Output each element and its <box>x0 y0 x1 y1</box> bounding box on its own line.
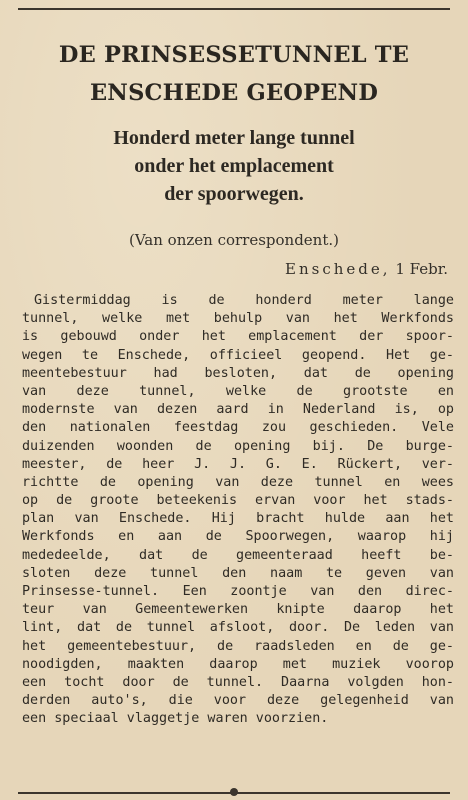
body-line: meester, de heer J. J. G. E. Rückert, ver- <box>22 456 454 472</box>
dateline-place: Enschede, <box>285 260 391 278</box>
end-ornament <box>201 786 267 798</box>
body-line: meentebestuur had besloten, dat de opening <box>22 365 454 381</box>
body-line: wegen te Enschede, officieel geopend. Het ge- <box>22 347 454 363</box>
ornament-dot <box>230 788 238 796</box>
body-line: richtte de opening van deze tunnel en wees <box>22 474 454 490</box>
body-line: plan van Enschede. Hij bracht hulde aan het <box>22 511 454 527</box>
body-line: is gebouwd onder het emplacement der spoor- <box>22 329 454 345</box>
body-line: tunnel, welke met behulp van het Werkfonds <box>22 311 454 327</box>
body-line: een speciaal vlaggetje waren voorzien. <box>22 711 329 727</box>
top-rule <box>18 8 450 10</box>
body-line: den nationalen feestdag zou geschieden. Vele <box>22 420 454 436</box>
subheadline <box>20 124 448 208</box>
dateline <box>285 259 448 279</box>
body-line: mededeelde, dat de gemeenteraad heeft be- <box>22 547 454 563</box>
body-line: een tocht door de tunnel. Daarna volgden hon- <box>22 674 454 690</box>
correspondent-credit: (Van onzen correspondent.) <box>128 231 339 249</box>
subhead-line-3: der spoorwegen. <box>164 183 304 205</box>
body-line: derden auto's, die voor deze gelegenheid van <box>22 693 454 709</box>
subhead-line-2: onder het emplacement <box>134 155 334 177</box>
body-line: van deze tunnel, welke de grootste en <box>22 383 454 399</box>
headline <box>20 36 448 112</box>
headline-line-1: DE PRINSESSETUNNEL TE <box>58 42 410 68</box>
headline-line-2: ENSCHEDE GEOPEND <box>89 80 379 106</box>
body-line: op de groote beteekenis ervan voor het stads- <box>22 493 454 509</box>
dateline-date: 1 Febr. <box>395 260 448 278</box>
body-line: Prinsesse-tunnel. Een zoontje van den direc- <box>22 584 454 599</box>
article-body <box>22 292 454 729</box>
body-line: Gistermiddag is de honderd meter lange <box>34 293 454 308</box>
body-line: het gemeentebestuur, de raadsleden en de ge- <box>22 638 454 654</box>
subhead-line-1: Honderd meter lange tunnel <box>113 127 355 149</box>
body-line: noodigden, maakten daarop met muziek voorop <box>22 656 454 672</box>
body-line: teur van Gemeentewerken knipte daarop het <box>22 602 454 618</box>
body-line: modernste van dezen aard in Nederland is, op <box>22 402 454 418</box>
body-line: sloten deze tunnel den naam te geven van <box>22 565 454 581</box>
body-line: lint, dat de tunnel afsloot, door. De leden van <box>22 620 454 636</box>
body-line: duizenden woonden de opening bij. De burge- <box>22 438 454 454</box>
body-line: Werkfonds en aan de Spoorwegen, waarop hij <box>22 529 454 545</box>
